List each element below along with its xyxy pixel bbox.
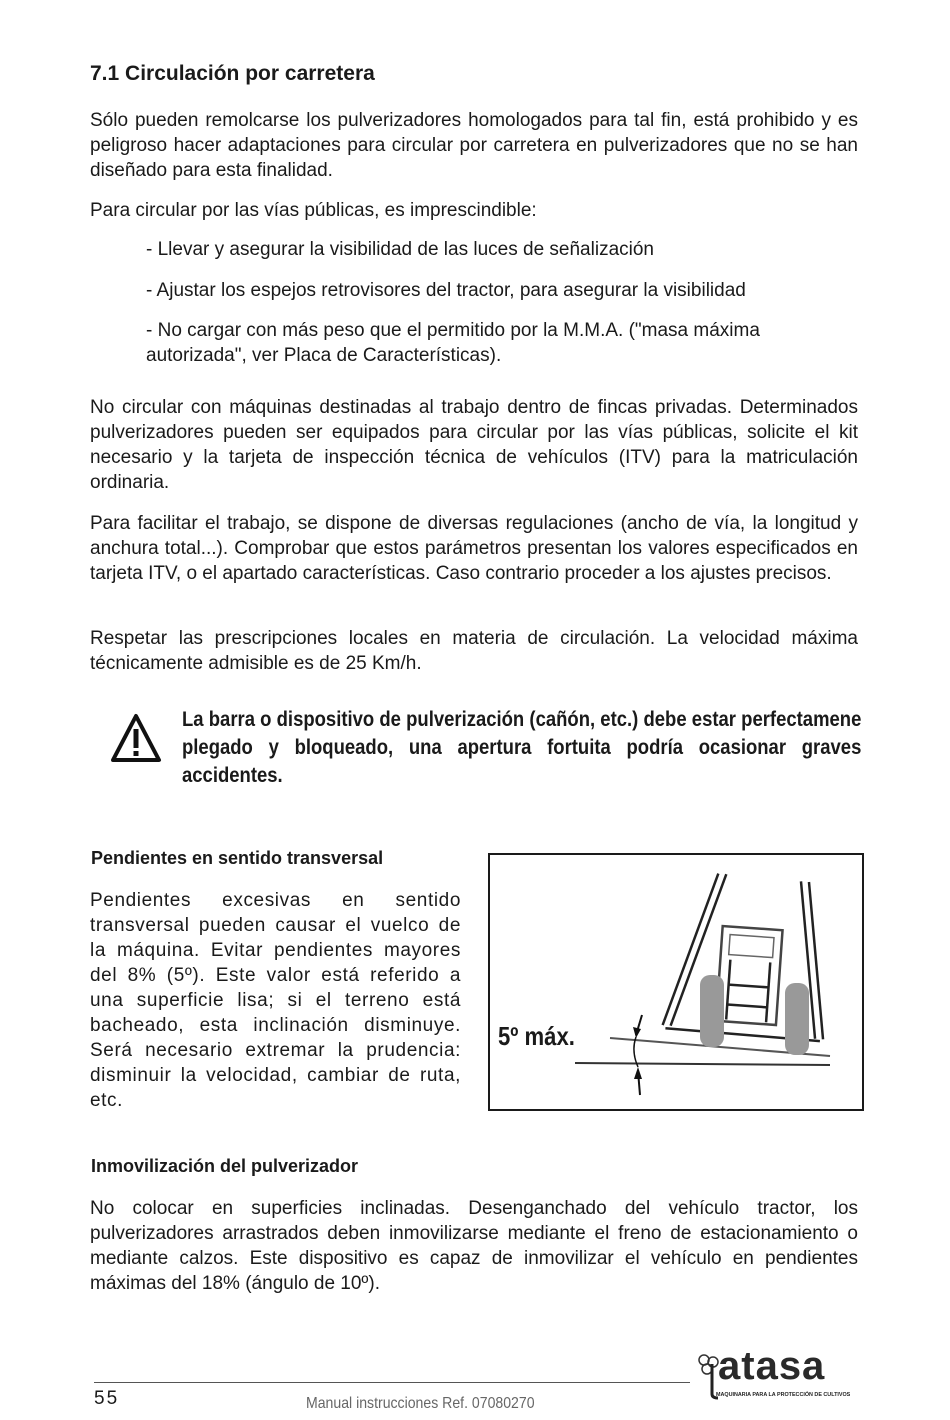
- private-farms-paragraph: No circular con máquinas destinadas al trabajo dentro de fincas privadas. Determinados pulverizadores pueden ser equipados para circular por las vías públicas, solicite el kit necesario y la tarjeta de inspección técnica de vehículos (ITV) para la matriculación ordinaria.: [90, 397, 858, 493]
- warning-triangle-icon: [110, 712, 162, 764]
- brand-tagline: MAQUINARIA PARA LA PROTECCIÓN DE CULTIVOS: [716, 1392, 851, 1398]
- brand-name: atasa: [718, 1344, 826, 1388]
- section-title: 7.1 Circulación por carretera: [90, 62, 375, 85]
- page-number: 55: [94, 1388, 120, 1409]
- requirement-lights: - Llevar y asegurar la visibilidad de las luces de señalización: [146, 239, 654, 260]
- speed-paragraph: Respetar las prescripciones locales en materia de circulación. La velocidad máxima técnicamente admisible es de 25 Km/h.: [90, 628, 858, 674]
- immobilization-text: No colocar en superficies inclinadas. Desenganchado del vehículo tractor, los pulverizadores arrastrados deben inmovilizarse mediante el freno de estacionamiento o mediante calzos. Este dispositivo es capaz de inmovilizar el vehículo en pendientes máximas del 18% (ángulo de 10º).: [90, 1198, 858, 1294]
- atasa-logo: [692, 1344, 864, 1402]
- max-angle-label: 5º máx.: [498, 1021, 575, 1051]
- footer-reference: Manual instrucciones Ref. 07080270: [306, 1395, 535, 1412]
- intro-paragraph: Sólo pueden remolcarse los pulverizadores homologados para tal fin, está prohibido y es peligroso hacer adaptaciones para circular por carretera en pulverizadores que no se han diseñado para esta finalidad.: [90, 110, 858, 181]
- tractor-slope-figure: [488, 853, 864, 1111]
- public-roads-lead: Para circular por las vías públicas, es imprescindible:: [90, 200, 537, 221]
- requirement-weight: - No cargar con más peso que el permitido por la M.M.A. ("masa máxima autorizada", ver Placa de Características).: [146, 320, 760, 366]
- regulations-paragraph: Para facilitar el trabajo, se dispone de diversas regulaciones (ancho de vía, la longitud y anchura total...). Comprobar que estos parámetros presentan los valores especificados en tarjeta ITV, o el apartado características. Caso contrario proceder a los ajustes precisos.: [90, 513, 858, 584]
- requirement-mirrors: - Ajustar los espejos retrovisores del tractor, para asegurar la visibilidad: [146, 280, 746, 301]
- immobilization-heading: Inmovilización del pulverizador: [91, 1156, 359, 1176]
- slopes-heading: Pendientes en sentido transversal: [91, 848, 384, 868]
- warning-text: La barra o dispositivo de pulverización (cañón, etc.) debe estar perfectamene plegado y bloqueado, una apertura fortuita podría ocasionar graves accidentes.: [182, 708, 862, 787]
- footer-divider: [94, 1382, 690, 1383]
- slopes-text: Pendientes excesivas en sentido transversal pueden causar el vuelco de la máquina. Evitar pendientes mayores del 8% (5º). Este valor está referido a una superficie lisa; si el terreno está bacheado, esta inclinación disminuye. Será necesario extremar la prudencia: disminuir la velocidad, cambiar de ruta, etc.: [90, 890, 461, 1111]
